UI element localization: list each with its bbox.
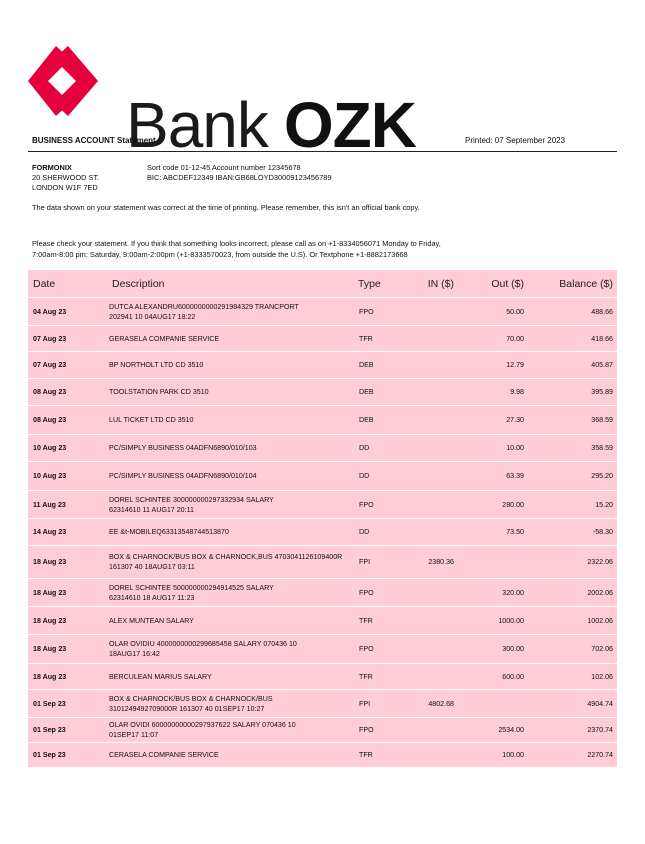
- row-balance: 15.20: [595, 501, 613, 509]
- customer-name: FORMONIX: [32, 163, 72, 172]
- row-date: 14 Aug 23: [33, 528, 67, 536]
- row-out-amount: 280.00: [502, 501, 524, 509]
- description-line: DOREL SCHINTEE 500000000294914525 SALARY: [109, 584, 274, 592]
- statement-title: BUSINESS ACCOUNT Statement: [32, 136, 156, 145]
- table-row: [28, 491, 617, 519]
- row-description: [109, 471, 257, 481]
- row-balance: 2322.06: [587, 558, 613, 566]
- brand-name-bold: OZK: [283, 89, 416, 161]
- row-type: FPO: [359, 589, 374, 597]
- table-row: [28, 664, 617, 690]
- table-row: [28, 435, 617, 462]
- description-line: 18AUG17 16:42: [109, 650, 160, 658]
- row-date: 11 Aug 23: [33, 501, 66, 509]
- column-header-type: Type: [358, 278, 381, 290]
- row-type: TFR: [359, 751, 373, 759]
- statement-header: [32, 136, 617, 150]
- description-line: GERASELA COMPANIE SERVICE: [109, 335, 220, 343]
- description-line: DUTCA ALEXANDRU6000000000291984329 TRANCPORT: [109, 303, 299, 311]
- description-line: PC/SIMPLY BUSINESS 04ADFN6890/010/104: [109, 472, 257, 480]
- description-line: 62314610 18 AUG17 11:23: [109, 594, 195, 602]
- row-balance: 1002.06: [587, 617, 613, 625]
- description-line: 62314610 11 AUG17 20:11: [109, 506, 194, 514]
- row-in-amount: 2380.36: [428, 558, 454, 566]
- row-out-amount: 300.00: [502, 645, 524, 653]
- description-line: CERASELA COMPANIE SERVICE: [109, 751, 219, 759]
- row-description: [109, 639, 297, 659]
- row-out-amount: 73.50: [506, 528, 524, 536]
- row-balance: 295.20: [591, 472, 613, 480]
- column-header-balance: Balance ($): [559, 278, 613, 290]
- address-line: 20 SHERWOOD ST.: [32, 173, 100, 182]
- row-description: [109, 387, 209, 397]
- table-row: [28, 635, 617, 664]
- table-row: [28, 379, 617, 406]
- row-balance: 2370.74: [587, 726, 613, 734]
- row-type: DD: [359, 472, 370, 480]
- row-date: 07 Aug 23: [33, 335, 67, 343]
- description-line: DOREL SCHINTEE 300000000297332934 SALARY: [109, 496, 274, 504]
- row-description: [109, 495, 274, 515]
- check-statement-notice: Please check your statement. If you think that something looks incorrect, please call as on +1-8334056071 Monday to Friday, 7:00am-8:00 pm; Saturday, 9:00am-2:00pm (+1-8333570023, from outside the U.S). Or Textphone +1-8882173668: [32, 239, 441, 259]
- table-row: [28, 546, 617, 579]
- row-out-amount: 600.00: [502, 673, 524, 681]
- description-line: ALEX MUNTEAN SALARY: [109, 617, 195, 625]
- row-description: [109, 527, 229, 537]
- account-details: [147, 163, 331, 183]
- row-description: [109, 552, 342, 572]
- table-header: [28, 270, 617, 298]
- row-balance: 4904.74: [587, 700, 613, 708]
- row-date: 18 Aug 23: [33, 589, 67, 597]
- row-date: 10 Aug 23: [33, 444, 67, 452]
- table-row: [28, 718, 617, 743]
- description-line: 202941 10 04AUG17 18:22: [109, 313, 196, 321]
- row-type: FPO: [359, 726, 374, 734]
- row-description: [109, 672, 212, 682]
- description-line: BP NORTHOLT LTD CD 3510: [109, 361, 204, 369]
- row-date: 01 Sep 23: [33, 751, 66, 759]
- description-line: PC/SIMPLY BUSINESS 04ADFN6890/010/103: [109, 444, 257, 452]
- row-type: FPO: [359, 308, 374, 316]
- row-type: FPI: [359, 700, 371, 708]
- row-date: 01 Sep 23: [33, 726, 66, 734]
- table-row: [28, 607, 617, 635]
- row-type: TFR: [359, 335, 373, 343]
- description-line: OLAR OVIDIU 4000000000299685458 SALARY 070436 10: [109, 640, 297, 648]
- row-type: FPO: [359, 645, 374, 653]
- row-type: FPO: [359, 501, 374, 509]
- row-date: 18 Aug 23: [33, 558, 67, 566]
- row-type: DEB: [359, 416, 374, 424]
- description-line: BERCULEAN MARIUS SALARY: [109, 673, 212, 681]
- row-balance: 418.66: [591, 335, 613, 343]
- row-description: [109, 302, 299, 322]
- row-date: 18 Aug 23: [33, 617, 67, 625]
- row-type: DD: [359, 444, 370, 452]
- row-balance: 368.59: [591, 416, 613, 424]
- row-description: [109, 720, 296, 740]
- row-description: [109, 443, 257, 453]
- row-type: DEB: [359, 361, 374, 369]
- description-line: EE &t-MOBILEQ63313548744513870: [109, 528, 229, 536]
- row-type: DD: [359, 528, 370, 536]
- bic-iban: BIC: ABCDEF12349 IBAN:GB68LOYD30009123456789: [147, 173, 332, 182]
- brand-name-regular: Bank: [126, 89, 268, 161]
- table-row: [28, 462, 617, 491]
- description-line: LUL TICKET LTD CD 3510: [109, 416, 194, 424]
- row-balance: 358.59: [591, 444, 613, 452]
- table-row: [28, 579, 617, 607]
- description-line: 3101249492709000R 161307 40 01SEP17 10:27: [109, 705, 265, 713]
- diamond-chevron-icon: [28, 44, 98, 118]
- row-balance: 405.87: [591, 361, 613, 369]
- row-description: [109, 360, 203, 370]
- table-row: [28, 352, 617, 379]
- description-line: 01SEP17 11:07: [109, 731, 159, 739]
- row-date: 08 Aug 23: [33, 416, 67, 424]
- row-balance: 2002.06: [587, 589, 613, 597]
- row-out-amount: 9.98: [510, 388, 524, 396]
- description-line: OLAR OVIDI 60000000000297937622 SALARY 070436 10: [109, 721, 296, 729]
- row-type: TFR: [359, 673, 373, 681]
- row-description: [109, 583, 274, 603]
- table-row: [28, 326, 617, 352]
- description-line: BOX & CHARNOCK/BUS BOX & CHARNOCK/BUS: [109, 695, 273, 703]
- table-body: [28, 298, 617, 768]
- column-header-description: Description: [112, 278, 165, 290]
- row-balance: 395.89: [591, 388, 613, 396]
- row-out-amount: 320.00: [502, 589, 524, 597]
- row-out-amount: 12.79: [506, 361, 524, 369]
- transactions-table: [28, 270, 617, 768]
- row-out-amount: 2534.00: [498, 726, 524, 734]
- row-description: [109, 616, 194, 626]
- row-date: 08 Aug 23: [33, 388, 67, 396]
- column-header-in: IN ($): [427, 278, 454, 290]
- address-line: LONDON W1F 7ED: [32, 183, 98, 192]
- accuracy-notice: The data shown on your statement was correct at the time of printing. Please remember, this isn't an official bank copy.: [32, 203, 420, 212]
- row-out-amount: 63.39: [506, 472, 524, 480]
- row-balance: 702.06: [591, 645, 613, 653]
- row-date: 10 Aug 23: [33, 472, 67, 480]
- row-balance: -58.30: [592, 528, 613, 536]
- column-header-out: Out ($): [491, 278, 524, 290]
- row-date: 07 Aug 23: [33, 361, 67, 369]
- description-line: TOOLSTATION PARK CD 3510: [109, 388, 209, 396]
- row-description: [109, 750, 219, 760]
- row-date: 01 Sep 23: [33, 700, 66, 708]
- table-row: [28, 690, 617, 718]
- row-balance: 2270.74: [587, 751, 613, 759]
- row-out-amount: 1000.00: [498, 617, 524, 625]
- row-type: TFR: [359, 617, 373, 625]
- row-date: 04 Aug 23: [33, 308, 67, 316]
- sort-code-account-number: Sort code 01-12-45 Account number 12345678: [147, 163, 301, 172]
- row-description: [109, 334, 219, 344]
- description-line: 161307 40 18AUG17 03:11: [109, 563, 195, 571]
- table-row: [28, 519, 617, 546]
- row-in-amount: 4802.68: [428, 700, 454, 708]
- row-description: [109, 415, 194, 425]
- description-line: BOX & CHARNOCK/BUS BOX & CHARNOCK,BUS 4703041126109400R: [109, 553, 343, 561]
- row-balance: 102.06: [591, 673, 613, 681]
- row-type: FPI: [359, 558, 371, 566]
- row-out-amount: 50.00: [506, 308, 524, 316]
- column-header-date: Date: [33, 278, 56, 290]
- customer-address: [32, 163, 99, 193]
- row-description: [109, 694, 273, 714]
- row-out-amount: 27.30: [506, 416, 524, 424]
- table-row: [28, 406, 617, 435]
- table-row: [28, 743, 617, 768]
- row-type: DEB: [359, 388, 374, 396]
- row-out-amount: 100.00: [502, 751, 524, 759]
- printed-date: Printed: 07 September 2023: [465, 136, 566, 145]
- header-divider: [28, 151, 617, 152]
- row-date: 18 Aug 23: [33, 645, 67, 653]
- table-row: [28, 298, 617, 326]
- row-date: 18 Aug 23: [33, 673, 67, 681]
- row-out-amount: 70.00: [506, 335, 524, 343]
- row-out-amount: 10.00: [506, 444, 524, 452]
- row-balance: 488.66: [591, 308, 613, 316]
